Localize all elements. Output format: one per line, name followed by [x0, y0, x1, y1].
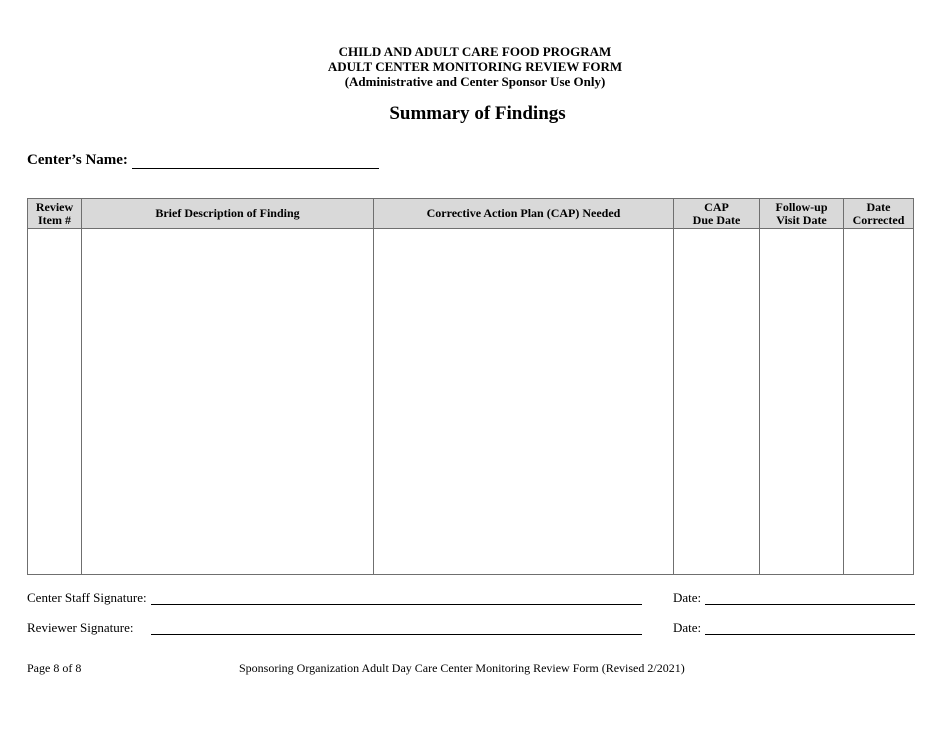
cap-needed-cell[interactable] [374, 229, 674, 575]
review-item-cell[interactable] [28, 229, 82, 575]
column-header-follow-up-date: Follow-up Visit Date [760, 199, 844, 229]
staff-date-field[interactable] [705, 590, 915, 605]
column-header-cap-needed: Corrective Action Plan (CAP) Needed [374, 199, 674, 229]
form-use-note: (Administrative and Center Sponsor Use Only) [344, 74, 606, 89]
column-header-description: Brief Description of Finding [82, 199, 374, 229]
column-header-cap-due-date: CAP Due Date [674, 199, 760, 229]
center-name-field[interactable] [132, 152, 379, 169]
reviewer-signature-label: Reviewer Signature: [27, 620, 134, 635]
date-corrected-cell[interactable] [844, 229, 914, 575]
page-number: Page 8 of 8 [27, 661, 82, 675]
form-revision-footer: Sponsoring Organization Adult Day Care Center Monitoring Review Form (Revised 2/2021) [239, 661, 685, 675]
follow-up-date-cell[interactable] [760, 229, 844, 575]
table-row [28, 229, 914, 575]
findings-table [27, 198, 914, 575]
column-header-review-item: Review Item # [28, 199, 82, 229]
table-header-row [28, 199, 914, 229]
form-title: ADULT CENTER MONITORING REVIEW FORM [327, 59, 623, 74]
staff-date-label: Date: [673, 590, 702, 605]
staff-signature-row [27, 590, 917, 608]
center-name-label: Center’s Name: [27, 152, 128, 168]
reviewer-date-label: Date: [673, 620, 702, 635]
reviewer-signature-field[interactable] [151, 620, 642, 635]
column-header-date-corrected: Date Corrected [844, 199, 914, 229]
center-name-row [27, 152, 379, 169]
reviewer-signature-row [27, 620, 917, 638]
staff-signature-field[interactable] [151, 590, 642, 605]
program-title: CHILD AND ADULT CARE FOOD PROGRAM [338, 44, 612, 59]
staff-signature-label: Center Staff Signature: [27, 590, 147, 605]
description-cell[interactable] [82, 229, 374, 575]
reviewer-date-field[interactable] [705, 620, 915, 635]
page-title: Summary of Findings [389, 103, 566, 124]
cap-due-date-cell[interactable] [674, 229, 760, 575]
